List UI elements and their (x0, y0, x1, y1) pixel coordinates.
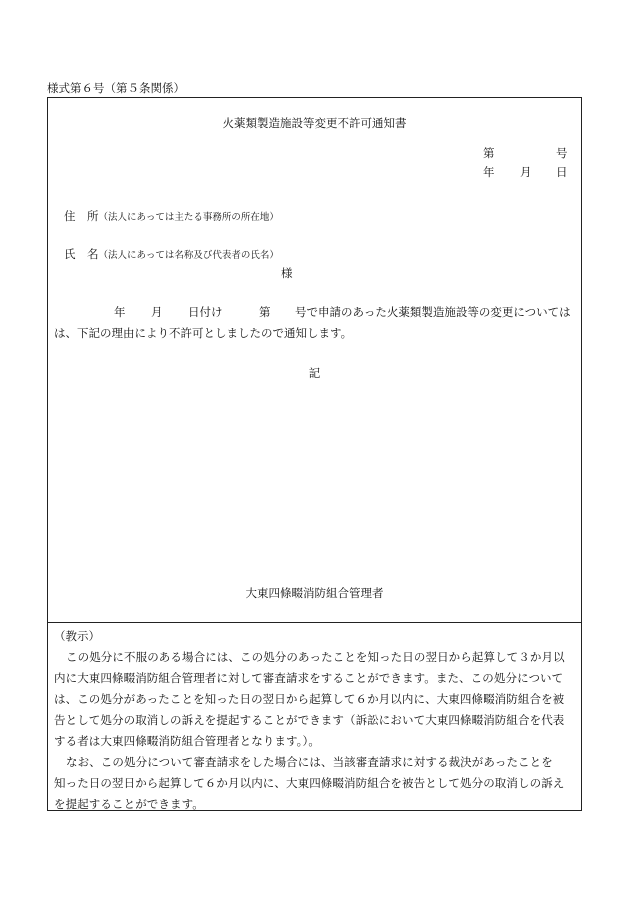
body-text-line2: は、下記の理由により不許可としましたので通知します。 (54, 326, 353, 340)
notice-line-1: この処分に不服のある場合には、この処分のあったことを知った日の翌日から起算して３か月以 (66, 650, 565, 664)
date-month: 月 (520, 165, 532, 179)
body-text-line1: 号で申請のあった火薬類製造施設等の変更については (295, 305, 571, 319)
date-year: 年 (483, 165, 495, 179)
notice-heading: （教示） (54, 629, 100, 643)
notice-line-2: 内に大東四條畷消防組合管理者に対して審査請求をすることができます。また、この処分について (54, 671, 564, 685)
document-title: 火薬類製造施設等変更不許可通知書 (222, 116, 407, 130)
name-field (64, 246, 279, 262)
honorific: 様 (281, 266, 293, 280)
notice-line-7: 知った日の翌日から起算して６か月以内に、大東四條畷消防組合を被告として処分の取消しの訴え (54, 776, 565, 790)
ki-heading: 記 (308, 366, 321, 380)
date-day: 日 (556, 165, 568, 179)
notice-form-box (47, 97, 582, 623)
appeal-notice-box (47, 622, 582, 811)
number-dai: 第 (483, 146, 495, 160)
issuer-name: 大東四條畷消防組合管理者 (245, 586, 384, 600)
notice-line-8: を提起することができます。 (54, 797, 204, 811)
body-year: 年 (114, 305, 126, 319)
address-field (64, 208, 279, 224)
address-note: （法人にあっては主たる事務所の所在地） (98, 212, 279, 223)
name-label: 氏 名 (64, 247, 99, 261)
form-number-label: 様式第６号（第５条関係） (47, 81, 185, 95)
number-go: 号 (556, 146, 568, 160)
notice-line-5: する者は大東四條畷消防組合管理者となります。）。 (54, 734, 320, 748)
notice-line-3: は、この処分があったことを知った日の翌日から起算して６か月以内に、大東四條畷消防組合を被 (54, 692, 565, 706)
body-date-suffix: 日付け (188, 305, 223, 319)
name-note: （法人にあっては名称及び代表者の氏名） (98, 250, 279, 261)
notice-line-4: 告として処分の取消しの訴えを提起することができます（訴訟において大東四條畷消防組合を代表 (54, 713, 565, 727)
body-dai: 第 (259, 305, 271, 319)
notice-line-6: なお、この処分について審査請求をした場合には、当該審査請求に対する裁決があったことを (66, 755, 553, 769)
body-month: 月 (151, 305, 163, 319)
address-label: 住 所 (64, 209, 99, 223)
